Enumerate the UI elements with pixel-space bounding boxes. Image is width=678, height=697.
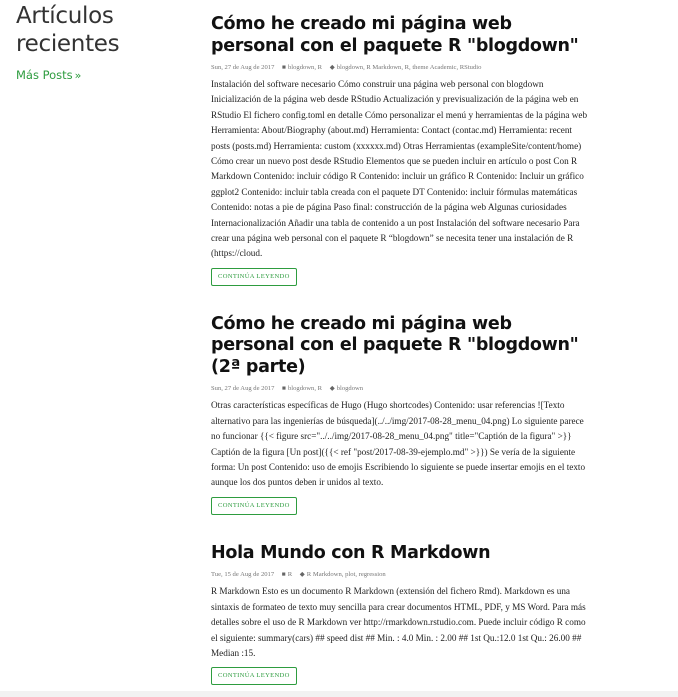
post-item <box>211 14 589 286</box>
double-chevron-right-icon: » <box>74 69 82 82</box>
folder-icon: ■ <box>282 385 286 393</box>
sidebar-title <box>16 2 186 58</box>
post-tags[interactable]: blogdown, R Markdown, R, theme Academic, RStudio <box>336 64 482 71</box>
post-categories[interactable]: blogdown, R <box>287 385 323 393</box>
post-title-link[interactable]: Hola Mundo con R Markdown <box>211 542 491 563</box>
sidebar-title-line1: Artículos <box>16 3 114 29</box>
post-title-link[interactable]: Cómo he creado mi página web personal con el paquete R "blogdown" (2ª parte) <box>211 313 579 377</box>
post-meta <box>211 570 589 578</box>
post-tags[interactable]: R Markdown, plot, regression <box>306 571 386 579</box>
post-categories[interactable]: blogdown, R <box>287 64 323 71</box>
read-more-button[interactable]: CONTINÚA LEYENDO <box>211 268 297 286</box>
folder-icon: ■ <box>281 571 286 579</box>
read-more-button[interactable]: CONTINÚA LEYENDO <box>211 497 297 515</box>
post-summary: Otras características específicas de Hugo (Hugo shortcodes) Contenido: usar referencias ![Texto alternativo para las ingenierías de búsqueda](../../img/2017-08-28_menu_04.png) Lo siguiente parece no funcionar {{< figure src="../../img/2017-08-28_menu_04.png" title="Captión de la figura" >}} Captión de la figura [Un post]({{< ref "post/2017-08-39-ejemplo.md" >}}) Se vería de la siguiente forma: Un post Contenido: uso de emojis Escribiendo lo siguiente se puede insertar emojis en el texto aunque los dos puntos deben ir unidos al texto. <box>211 400 586 488</box>
post-date: Sun, 27 de Aug de 2017 <box>211 64 275 71</box>
sidebar-title-line2: recientes <box>16 31 120 57</box>
post-item <box>211 543 589 686</box>
post-meta <box>211 63 589 71</box>
post-date: Sun, 27 de Aug de 2017 <box>211 385 275 393</box>
sidebar <box>16 2 186 84</box>
tag-icon: ◆ <box>329 64 335 71</box>
post-summary: R Markdown Esto es un documento R Markdown (extensión del fichero Rmd). Markdown es una sintaxis de formateo de texto muy sencilla para crear documentos HTML, PDF, y MS Word. Para más detalles sobre el uso de R Markdown ver http://rmarkdown.rstudio.com. Puede incluir código R como el siguiente: summary(cars) ## speed dist ## Min. : 4.0 Min. : 2.00 ## 1st Qu.:12.0 1st Qu.: 26.00 ## Median :15. <box>211 586 586 658</box>
post-summary: Instalación del software necesario Cómo construir una página web personal con blogdown Inicialización de la página web desde RStudio Actualización y previsualización de la página web en RStudio El fichero config.toml en detalle Cómo personalizar el menú y herramientas de la página web Herramienta: About/Biography (about.md) Herramienta: Contact (contac.md) Herramienta: recent posts (posts.md) Herramienta: custom (xxxxxx.md) Otras Herramientas (exampleSite/content/home) Cómo crear un nuevo post desde RStudio Elementos que se pueden incluir en artículo o post Con R Markdown Contenido: incluir código R Contenido: incluir un gráfico R Contenido: Incluir un gráfico ggplot2 Contenido: incluir tabla creada con el paquete DT Contenido: incluir fórmulas matemáticas Contenido: notas a pie de página Paso final: construcción de la página web Algunas curiosidades Internacionalización Añadir una tabla de contenido a un post Instalación del software necesario Para crear una página web personal con el paquete R “blogdown” se necesita tener una instalación de R (https://cloud. <box>211 79 588 259</box>
page-bottom-divider <box>0 691 678 697</box>
folder-icon: ■ <box>282 64 286 71</box>
post-date: Tue, 15 de Aug de 2017 <box>211 571 275 579</box>
post-tags[interactable]: blogdown <box>336 385 364 393</box>
more-posts-label: Más Posts <box>16 68 73 82</box>
read-more-button[interactable]: CONTINÚA LEYENDO <box>211 667 297 685</box>
more-posts-link[interactable] <box>16 68 81 82</box>
tag-icon: ◆ <box>299 571 305 579</box>
post-meta <box>211 384 589 392</box>
post-item <box>211 314 589 515</box>
post-title-link[interactable]: Cómo he creado mi página web personal con el paquete R "blogdown" <box>211 14 579 56</box>
tag-icon: ◆ <box>329 385 335 393</box>
post-categories[interactable]: R <box>287 571 293 579</box>
post-list <box>211 14 589 697</box>
